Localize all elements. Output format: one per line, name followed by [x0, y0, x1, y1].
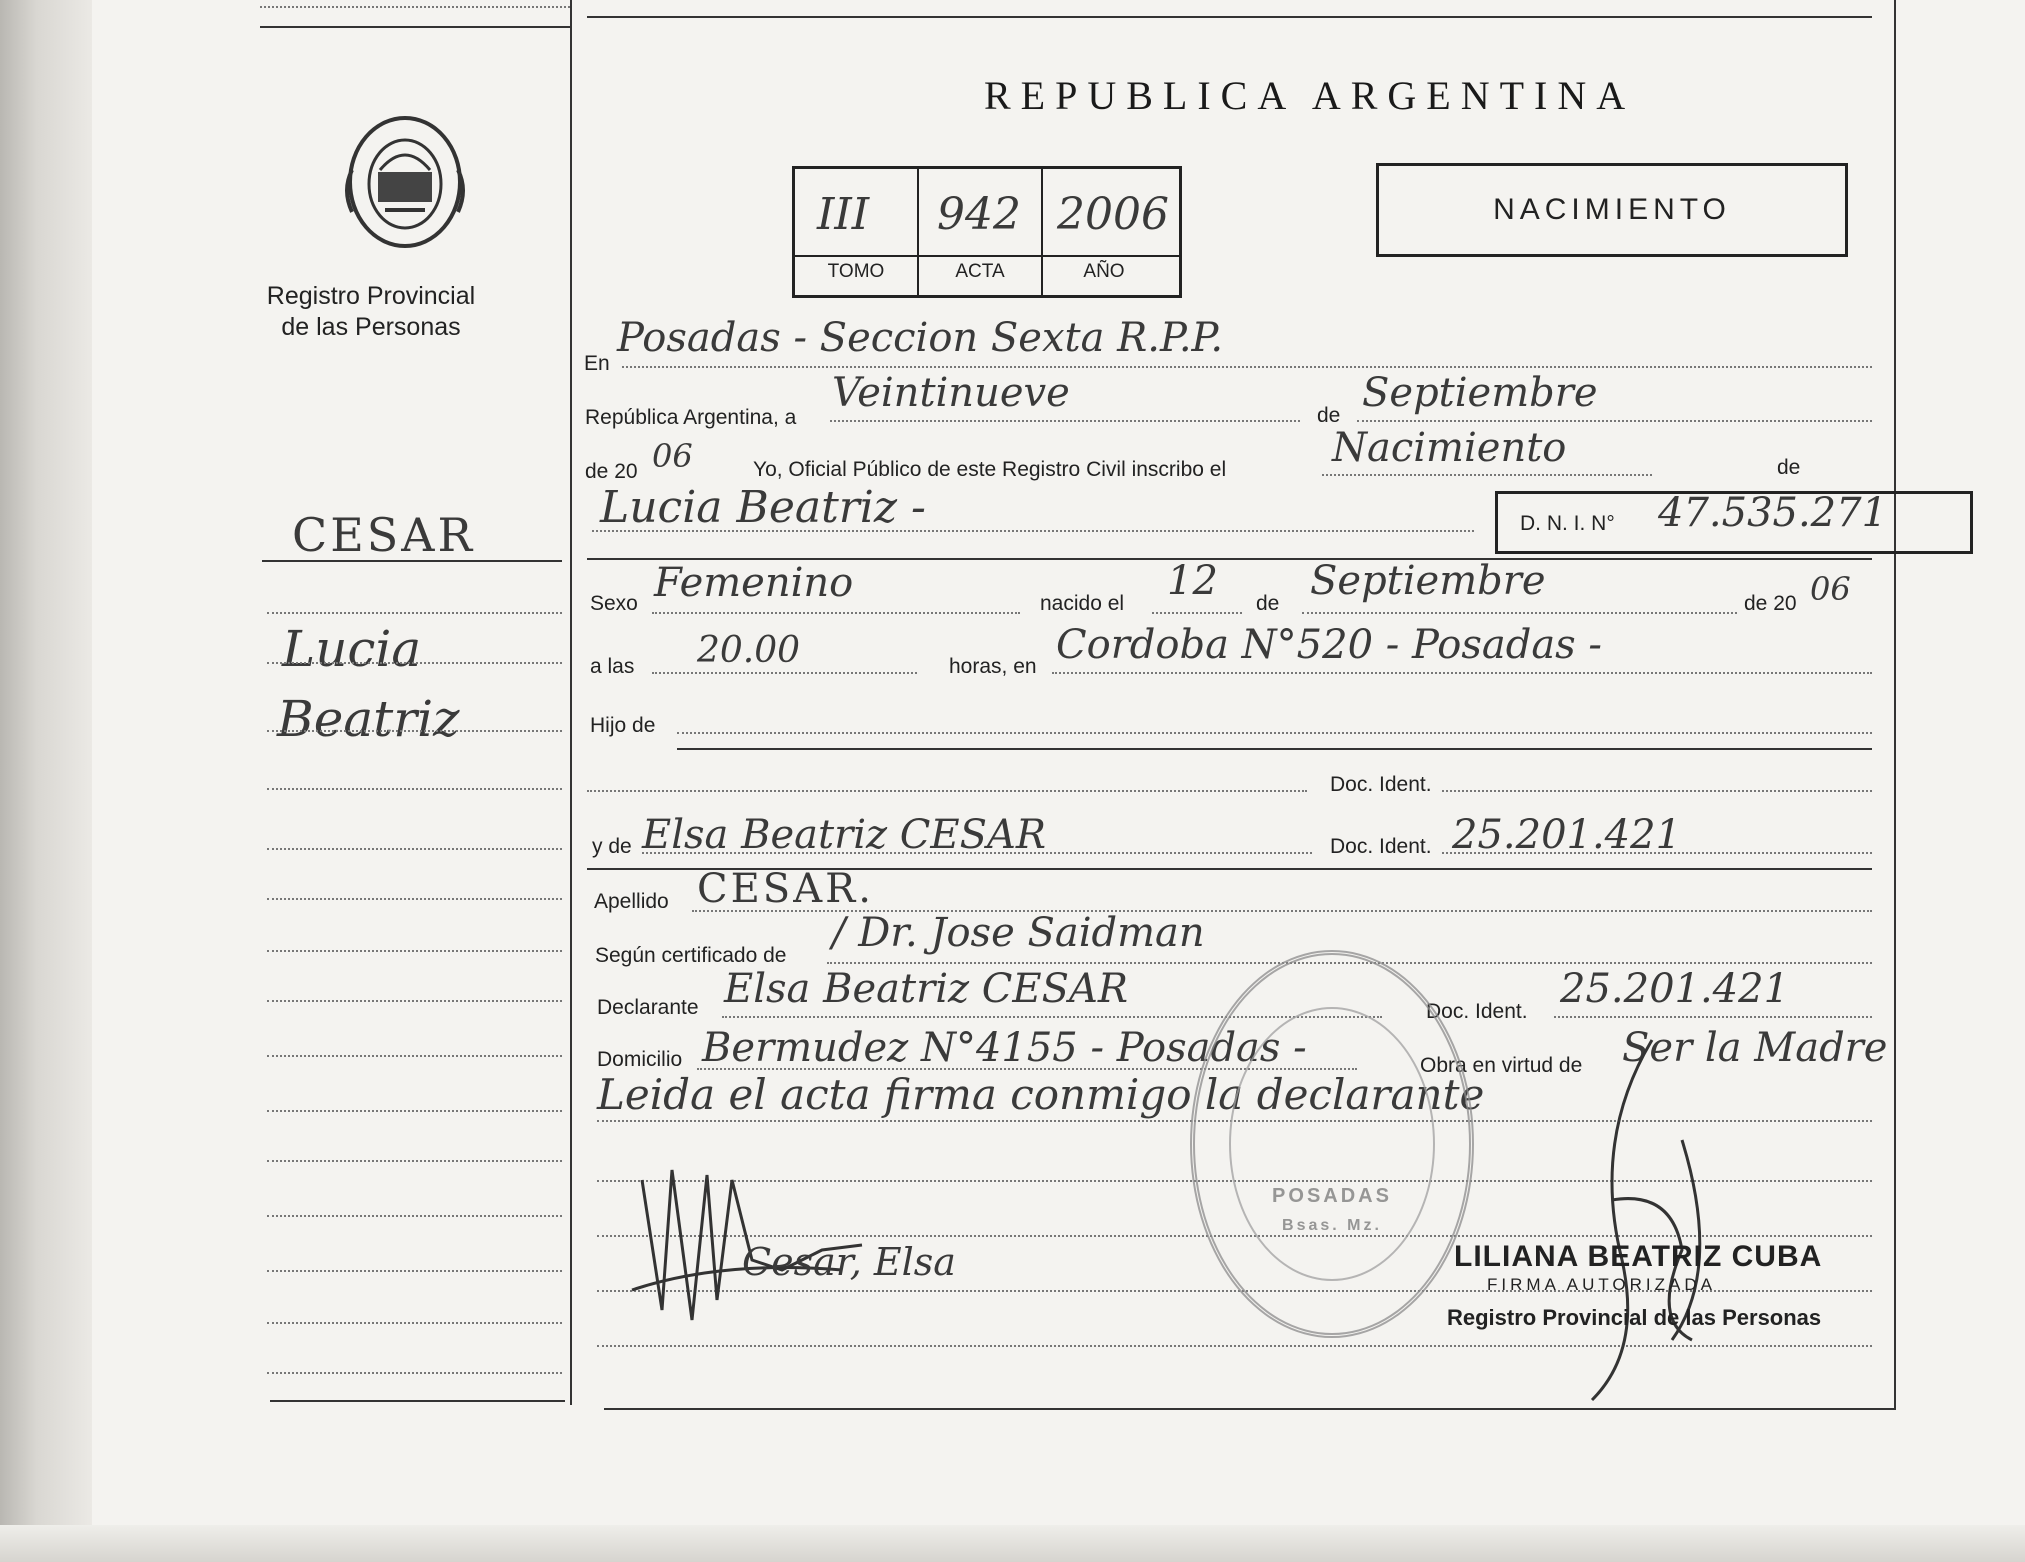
declarant-signature-name: Cesar, Elsa — [742, 1240, 956, 1284]
and-of-label: y de — [592, 835, 632, 858]
sidebar-bottom-rule — [270, 1400, 565, 1402]
father-dotline-2 — [587, 790, 1307, 792]
official-role: FIRMA AUTORIZADA — [1487, 1275, 1716, 1294]
child-name: Lucia Beatriz - — [600, 482, 926, 533]
year-suffix: 06 — [652, 437, 693, 475]
republica-label: República Argentina, a — [585, 406, 797, 429]
de-label-2: de — [1777, 456, 1801, 479]
tomo-label: TOMO — [827, 261, 885, 282]
sex-label: Sexo — [590, 592, 638, 615]
father-dotline — [677, 732, 1872, 734]
sidebar-dotline — [267, 1270, 562, 1272]
name-dotline — [592, 530, 1474, 532]
official-signature-icon — [1532, 1020, 1732, 1420]
declarant-label: Declarante — [597, 996, 699, 1019]
sidebar-surname: CESAR — [292, 508, 476, 562]
certificate-page — [92, 0, 2025, 1562]
top-dotted-left — [260, 6, 570, 8]
act-value: Nacimiento — [1332, 425, 1567, 471]
page-bottom-edge — [0, 1525, 2025, 1562]
registry-number-box — [792, 166, 1182, 298]
mother-name: Elsa Beatriz CESAR — [642, 812, 1046, 858]
sidebar-dotline — [267, 898, 562, 900]
place-dotline — [1052, 672, 1872, 674]
de-label: de — [1317, 404, 1341, 427]
sidebar-dotline — [267, 1372, 562, 1374]
mother-doc-label: Doc. Ident. — [1330, 835, 1432, 858]
certificate-label: Según certificado de — [595, 944, 787, 967]
top-rule-left — [260, 26, 570, 28]
sidebar-dotline — [267, 662, 562, 664]
en-dotline — [622, 366, 1872, 368]
birth-day-dotline — [1152, 612, 1242, 614]
hour-dotline — [652, 672, 917, 674]
sidebar-dotline — [267, 1215, 562, 1217]
day-dotline — [830, 420, 1300, 422]
sidebar-dotline — [267, 950, 562, 952]
birth-year-prefix: de 20 — [1744, 592, 1797, 615]
official-round-stamp — [1190, 950, 1474, 1338]
child-of-label: Hijo de — [590, 714, 656, 737]
sidebar-dotline — [267, 730, 562, 732]
stamp-city: POSADAS — [1272, 1185, 1392, 1207]
certifying-doctor: / Dr. Jose Saidman — [832, 910, 1205, 956]
column-divider — [570, 0, 572, 1405]
father-doc-dotline — [1442, 790, 1872, 792]
dni-label: D. N. I. N° — [1520, 512, 1615, 535]
dni-box — [1495, 491, 1973, 554]
anio-value: 2006 — [1057, 189, 1169, 240]
month-value: Septiembre — [1362, 370, 1598, 416]
right-border — [1894, 0, 1896, 1410]
by-virtue-value: Ser la Madre — [1622, 1025, 1888, 1071]
father-rule — [677, 748, 1872, 750]
surname-value: CESAR. — [697, 866, 874, 912]
place-value: Posadas - Seccion Sexta R.P.P. — [617, 315, 1224, 361]
declarant-doc-dotline — [1554, 1016, 1872, 1018]
sidebar-dotline — [267, 1055, 562, 1057]
official-name: LILIANA BEATRIZ CUBA — [1454, 1240, 1823, 1273]
address-value: Bermudez N°4155 - Posadas - — [702, 1025, 1307, 1071]
acta-label: ACTA — [955, 261, 1005, 282]
act-type-box: NACIMIENTO — [1376, 163, 1848, 257]
registry-name-line1: Registro Provincial — [266, 282, 476, 310]
anio-label: AÑO — [1083, 261, 1125, 282]
address-label: Domicilio — [597, 1048, 683, 1071]
by-virtue-label: Obra en virtud de — [1420, 1054, 1583, 1077]
father-doc-label: Doc. Ident. — [1330, 773, 1432, 796]
top-rule-right — [587, 16, 1872, 18]
sidebar-surname-rule — [262, 560, 562, 562]
month-dotline — [1357, 420, 1872, 422]
day-in-words: Veintinueve — [832, 370, 1070, 416]
sex-dotline — [652, 612, 1020, 614]
born-label: nacido el — [1040, 592, 1125, 615]
en-label: En — [584, 352, 610, 375]
birth-month-dotline — [1302, 612, 1737, 614]
mother-dotline — [642, 852, 1312, 854]
sidebar-dotline — [267, 848, 562, 850]
declarant-doc-label: Doc. Ident. — [1426, 1000, 1528, 1023]
binder-edge — [0, 0, 92, 1562]
tomo-value: III — [817, 189, 870, 240]
birth-day: 12 — [1167, 558, 1218, 604]
sidebar-dotline — [267, 788, 562, 790]
sidebar-dotline — [267, 1000, 562, 1002]
birth-place: Cordoba N°520 - Posadas - — [1056, 622, 1602, 668]
official-statement-label: Yo, Oficial Público de este Registro Civil inscribo el — [753, 458, 1227, 481]
birth-year-suffix: 06 — [1810, 570, 1851, 608]
official-organization: Registro Provincial de las Personas — [1447, 1305, 1822, 1330]
act-dotline — [1322, 474, 1652, 476]
acta-value: 942 — [937, 189, 1021, 240]
country-title: REPUBLICA ARGENTINA — [984, 73, 1636, 118]
dni-value: 47.535.271 — [1658, 490, 1888, 536]
birth-month: Septiembre — [1310, 558, 1546, 604]
sidebar-given-name-1: Lucia — [282, 620, 422, 678]
registry-name-line2: de las Personas — [281, 313, 461, 341]
surname-label: Apellido — [594, 890, 669, 913]
year-prefix-label: de 20 — [585, 460, 638, 483]
declarant-doc-value: 25.201.421 — [1560, 966, 1790, 1012]
mother-doc-dotline — [1442, 852, 1872, 854]
sidebar-dotline — [267, 1322, 562, 1324]
hours-in-label: horas, en — [949, 655, 1037, 678]
reading-note: Leida el acta firma conmigo la declarante — [597, 1070, 1485, 1119]
sidebar-given-name-2: Beatriz — [277, 690, 460, 748]
mother-doc-value: 25.201.421 — [1452, 812, 1682, 858]
declarant-name: Elsa Beatriz CESAR — [724, 966, 1128, 1012]
de-label-3: de — [1256, 592, 1280, 615]
sidebar-dotline — [267, 1110, 562, 1112]
birth-hour: 20.00 — [697, 630, 801, 671]
sidebar-dotline — [267, 1160, 562, 1162]
at-label: a las — [590, 655, 635, 678]
sex-value: Femenino — [654, 560, 854, 606]
provincial-seal-icon — [340, 110, 470, 258]
sidebar-dotline — [267, 612, 562, 614]
stamp-sub: Bsas. Mz. — [1282, 1217, 1382, 1234]
